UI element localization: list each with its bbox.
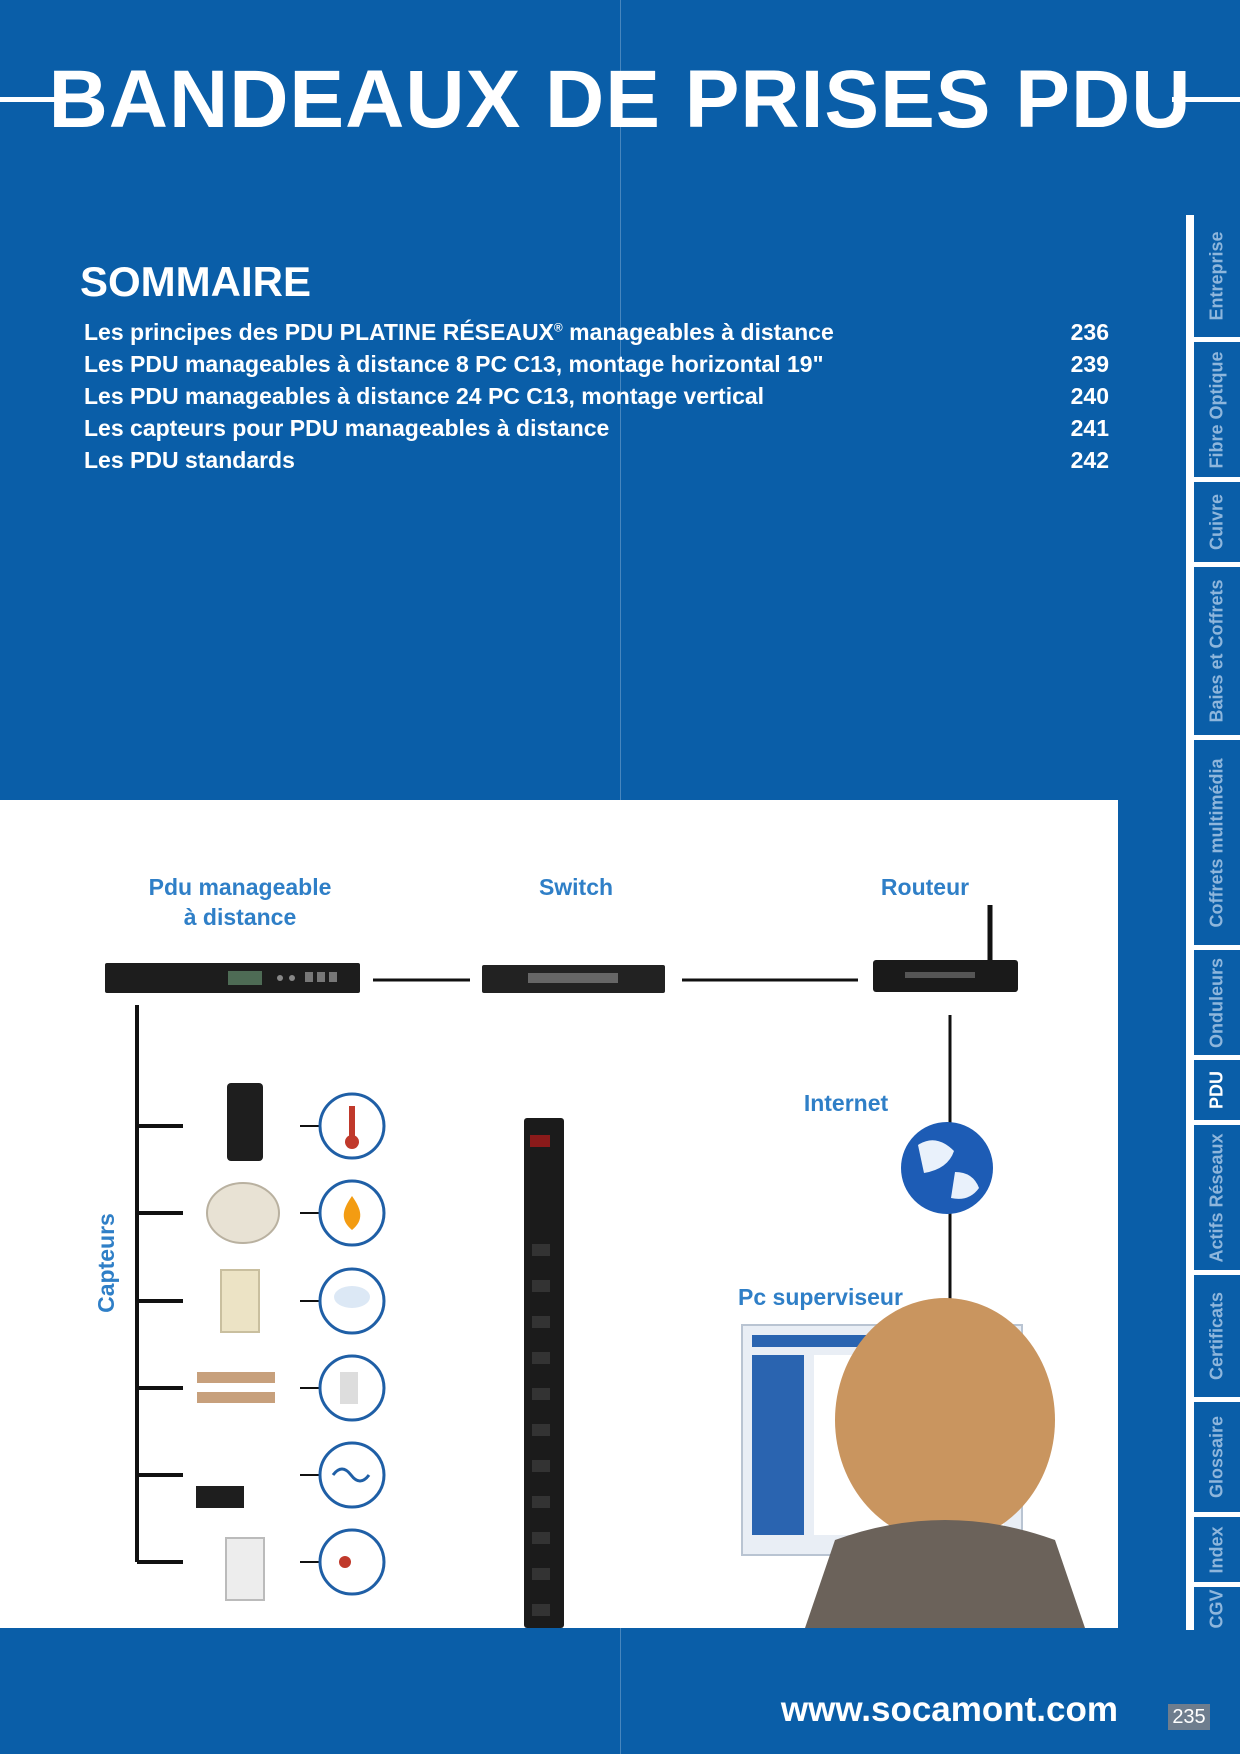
pdu-rack-unit	[105, 963, 360, 993]
globe-icon	[901, 1122, 993, 1214]
toc-item[interactable]	[84, 316, 1109, 348]
capteurs-label: Capteurs	[93, 1213, 119, 1313]
toc-item-text: Les principes des PDU PLATINE RÉSEAUX® manageables à distance	[84, 319, 834, 345]
thermometer-icon	[349, 1106, 355, 1138]
tab-label: Baies et Coffrets	[1206, 579, 1227, 723]
switch-device	[482, 965, 665, 993]
toc-item[interactable]	[84, 348, 1109, 380]
toc-item-text: Les capteurs pour PDU manageables à distance	[84, 415, 610, 441]
toc-item-page: 239	[1070, 351, 1109, 377]
pdu-label-line2: à distance	[183, 904, 297, 930]
tab-label: Fibre Optique	[1206, 351, 1227, 468]
toc-item[interactable]	[84, 412, 1109, 444]
section-tabs	[1186, 215, 1240, 1630]
internet-label: Internet	[803, 1090, 889, 1116]
tab-label: Coffrets multimédia	[1206, 757, 1227, 928]
tab-label: Actifs Réseaux	[1206, 1132, 1227, 1263]
switch-label: Switch	[538, 874, 614, 900]
door-icon	[340, 1372, 358, 1404]
tab-index[interactable]	[1194, 1517, 1240, 1582]
tab-pdu[interactable]	[1194, 1060, 1240, 1120]
pdu-label-line1: Pdu manageable	[148, 874, 332, 900]
tab-coffrets-multimedia[interactable]	[1194, 740, 1240, 945]
toc-item-page: 241	[1070, 415, 1109, 441]
router-label: Routeur	[880, 874, 970, 900]
tab-actifs-reseaux[interactable]	[1194, 1125, 1240, 1270]
tab-label: Glossaire	[1206, 1415, 1227, 1499]
tab-baies-et-coffrets[interactable]	[1194, 567, 1240, 735]
tab-cgv[interactable]	[1194, 1587, 1240, 1630]
toc-item-text: Les PDU standards	[84, 447, 295, 473]
page-number: 235	[1168, 1704, 1210, 1730]
motion-icon	[339, 1556, 351, 1568]
sensor-symbols	[320, 1094, 384, 1594]
toc-item-page: 236	[1070, 319, 1109, 345]
toc-item[interactable]	[84, 380, 1109, 412]
humidity-icon	[334, 1286, 370, 1308]
tab-entreprise[interactable]	[1194, 215, 1240, 337]
tab-label: CGV	[1206, 1588, 1227, 1629]
toc-item[interactable]	[84, 444, 1109, 476]
tab-label: Onduleurs	[1206, 957, 1227, 1048]
tab-certificats[interactable]	[1194, 1275, 1240, 1397]
tab-glossaire[interactable]	[1194, 1402, 1240, 1512]
pdu-network-diagram	[0, 800, 1118, 1628]
tab-label: Certificats	[1206, 1291, 1227, 1381]
vertical-pdu	[524, 1118, 564, 1628]
sommaire-title: SOMMAIRE	[80, 258, 311, 305]
page-title: BANDEAUX DE PRISES PDU	[48, 54, 1192, 145]
tab-onduleurs[interactable]	[1194, 950, 1240, 1055]
sensor-devices	[196, 1083, 279, 1600]
pdu-label	[120, 872, 360, 932]
website-link[interactable]: www.socamont.com	[780, 1690, 1118, 1729]
toc-item-text: Les PDU manageables à distance 8 PC C13, montage horizontal 19"	[84, 351, 824, 377]
sommaire-list	[84, 316, 1109, 476]
tab-cuivre[interactable]	[1194, 482, 1240, 562]
tab-label: Entreprise	[1206, 231, 1227, 321]
pc-supervisor-label: Pc superviseur	[738, 1284, 903, 1310]
tab-label: PDU	[1206, 1070, 1227, 1110]
tab-label: Cuivre	[1206, 493, 1227, 551]
toc-item-page: 240	[1070, 383, 1109, 409]
router-device	[873, 905, 1018, 992]
tab-label: Index	[1206, 1525, 1227, 1574]
tab-fibre-optique[interactable]	[1194, 342, 1240, 477]
toc-item-text: Les PDU manageables à distance 24 PC C13, montage vertical	[84, 383, 765, 409]
toc-item-page: 242	[1070, 447, 1109, 473]
